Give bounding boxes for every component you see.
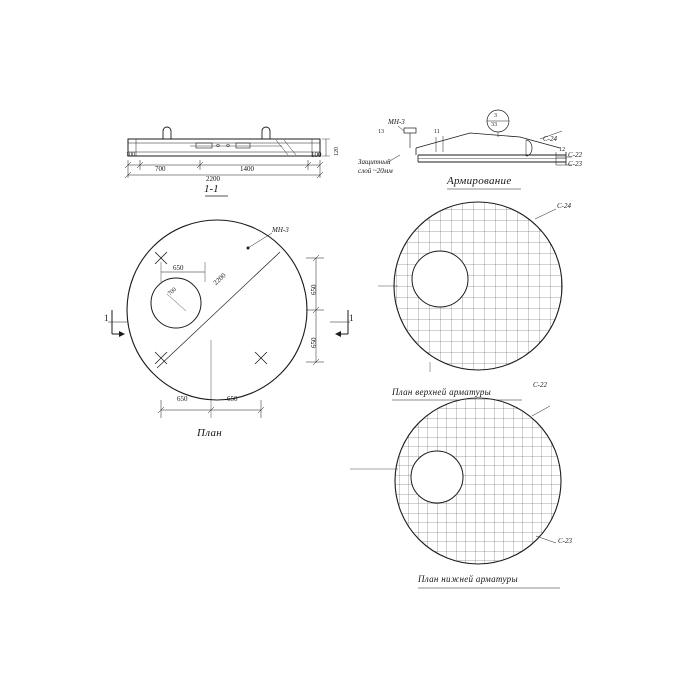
detail-bubble-bottom: 33	[491, 122, 497, 128]
section-1-1-view	[125, 127, 330, 196]
plan-dim-650-top-left: 650	[173, 264, 184, 272]
detail-note-protect-1: Защитный	[358, 158, 391, 166]
plan-dim-650-bottom-right2: 650	[227, 395, 238, 403]
reinforcement-title: Армирование	[447, 175, 512, 187]
plan-dim-650-bottom-right: 650	[310, 337, 318, 348]
detail-small-12: 12	[559, 147, 565, 153]
lower-plan-mark-c22: С-22	[533, 381, 547, 389]
section-dim-left-edge: 100	[126, 152, 135, 158]
plan-title: План	[197, 427, 223, 439]
lower-reinforcement-plan-view	[350, 397, 564, 588]
plan-dim-650-bottom-left: 650	[177, 395, 188, 403]
section-title: 1-1	[204, 183, 219, 195]
lower-plan-mark-c23: С-23	[558, 537, 572, 545]
plan-view	[108, 220, 350, 418]
plan-section-mark-right: 1	[349, 313, 354, 323]
section-dim-1400: 1400	[240, 165, 254, 173]
upper-reinforcement-plan-view	[378, 200, 564, 400]
detail-small-13: 13	[378, 129, 384, 135]
plan-dim-hole: 700	[167, 286, 178, 298]
detail-mark-c22: С-22	[568, 151, 582, 159]
section-dim-right-edge: 100	[311, 151, 322, 159]
plan-mark-mn3: МН-3	[272, 226, 289, 234]
detail-note-protect-2: слой ~20мм	[358, 167, 393, 175]
plan-section-mark-left: 1	[104, 313, 109, 323]
section-thickness-note: 120	[334, 147, 340, 156]
detail-mark-mn3: МН-3	[388, 118, 405, 126]
section-dim-700: 700	[155, 165, 166, 173]
detail-mark-c24: С-24	[543, 135, 557, 143]
upper-plan-mark-c24: С-24	[557, 202, 571, 210]
upper-plan-title: План верхней арматуры	[392, 387, 492, 397]
plan-dim-diagonal: 2200	[211, 271, 228, 287]
detail-small-11: 11	[434, 129, 440, 135]
lower-plan-title: План нижней арматуры	[418, 574, 518, 584]
section-dim-total: 2200	[206, 175, 220, 183]
plan-dim-650-top-right: 650	[310, 284, 318, 295]
detail-bubble-top: 3	[494, 113, 497, 119]
detail-mark-c23: С-23	[568, 160, 582, 168]
